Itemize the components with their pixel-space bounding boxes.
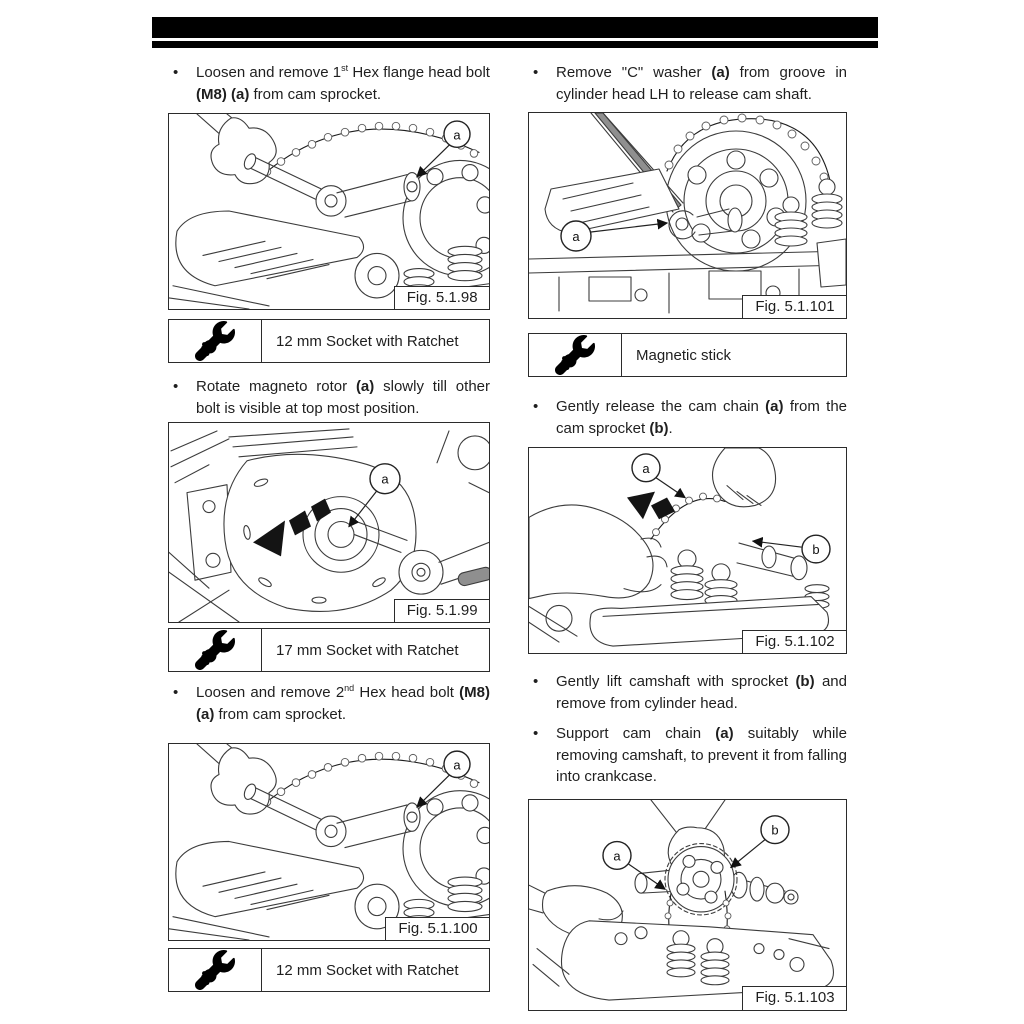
tool-label: 17 mm Socket with Ratchet xyxy=(276,641,459,659)
hand-wrench-icon xyxy=(195,630,235,670)
bullet-marker: • xyxy=(533,64,539,81)
bullet-text: Gently release the cam chain (a) from the cam sprocket (b). xyxy=(556,398,847,437)
instruction-step-1-right xyxy=(528,62,847,105)
bullet-marker: • xyxy=(533,398,539,415)
instruction-step-2-right xyxy=(528,396,847,439)
column-right xyxy=(528,55,847,1011)
instruction-step-2-left xyxy=(168,376,490,419)
tool-label: 12 mm Socket with Ratchet xyxy=(276,332,459,350)
instruction-step-1-left xyxy=(168,62,490,105)
figure-caption: Fig. 5.1.98 xyxy=(394,286,490,310)
figure-caption: Fig. 5.1.102 xyxy=(742,630,847,654)
header-bar-thick xyxy=(152,17,878,38)
bullet-text: Gently lift camshaft with sprocket (b) and remove from cylinder head. xyxy=(556,673,847,712)
right-hand-drawing xyxy=(713,448,776,507)
figure-caption: Fig. 5.1.101 xyxy=(742,295,847,319)
instruction-step-3-right xyxy=(528,671,847,714)
figure-5-1-101 xyxy=(528,112,847,319)
hand-drawing xyxy=(197,744,276,814)
tool-requirement-box xyxy=(528,333,847,377)
left-hand-drawing xyxy=(529,505,667,599)
hand-wrench-icon xyxy=(195,950,235,990)
tool-icon-cell xyxy=(169,629,262,671)
hand-wrench-icon xyxy=(555,335,595,375)
figure-illustration xyxy=(529,448,846,653)
svg-text:b: b xyxy=(812,542,820,557)
bullet-text: Support cam chain (a) suitably while removing camshaft, to prevent it from falling into crankcase. xyxy=(556,725,847,785)
figure-caption: Fig. 5.1.100 xyxy=(385,917,490,941)
bullet-marker: • xyxy=(533,673,539,690)
bullet-text: Loosen and remove 1st Hex flange head bolt (M8) (a) from cam sprocket. xyxy=(196,63,490,103)
tool-icon-cell xyxy=(169,949,262,991)
bullet-marker: • xyxy=(533,725,539,742)
bullet-text: Loosen and remove 2nd Hex head bolt (M8) (a) from cam sprocket. xyxy=(196,683,490,723)
column-left xyxy=(168,55,490,992)
figure-caption: Fig. 5.1.103 xyxy=(742,986,847,1010)
figure-5-1-102 xyxy=(528,447,847,654)
svg-text:a: a xyxy=(453,127,461,143)
instruction-step-3-left xyxy=(168,682,490,725)
svg-text:a: a xyxy=(613,847,621,863)
figure-illustration xyxy=(169,114,489,309)
svg-text:a: a xyxy=(381,471,389,487)
hand-wrench-icon xyxy=(195,321,235,361)
instruction-step-4-right xyxy=(528,723,847,788)
tool-icon-cell xyxy=(169,320,262,362)
figure-5-1-98 xyxy=(168,113,490,310)
figure-5-1-103 xyxy=(528,799,847,1011)
figure-illustration xyxy=(169,423,489,622)
svg-text:a: a xyxy=(453,757,461,773)
bullet-text: Rotate magneto rotor (a) slowly till other bolt is visible at top most position. xyxy=(196,378,490,417)
bullet-marker: • xyxy=(173,684,179,701)
tool-label: Magnetic stick xyxy=(636,346,732,364)
figure-illustration xyxy=(529,113,846,318)
svg-text:a: a xyxy=(572,229,580,244)
tool-label: 12 mm Socket with Ratchet xyxy=(276,961,459,979)
hand-drawing xyxy=(197,114,276,184)
figure-5-1-100 xyxy=(168,743,490,941)
direction-arrow-drawing xyxy=(627,492,675,520)
header-bar-thin xyxy=(152,41,878,48)
tool-requirement-box xyxy=(168,319,490,363)
tool-icon-cell xyxy=(529,334,622,376)
figure-5-1-99 xyxy=(168,422,490,623)
callout-a-marker xyxy=(603,841,665,889)
figure-caption: Fig. 5.1.99 xyxy=(394,599,490,623)
callout-a-marker xyxy=(561,221,667,251)
bullet-text: Remove "C" washer (a) from groove in cylinder head LH to release cam shaft. xyxy=(556,64,847,103)
figure-illustration xyxy=(169,744,489,940)
svg-text:a: a xyxy=(642,460,650,476)
bullet-marker: • xyxy=(173,64,179,81)
callout-b-marker xyxy=(731,815,789,867)
camshaft-drawing xyxy=(737,543,807,580)
figure-illustration xyxy=(529,800,846,1010)
callout-a-marker xyxy=(632,454,685,498)
svg-text:b: b xyxy=(771,822,779,838)
tool-requirement-box xyxy=(168,628,490,672)
tool-requirement-box xyxy=(168,948,490,992)
bullet-marker: • xyxy=(173,378,179,395)
